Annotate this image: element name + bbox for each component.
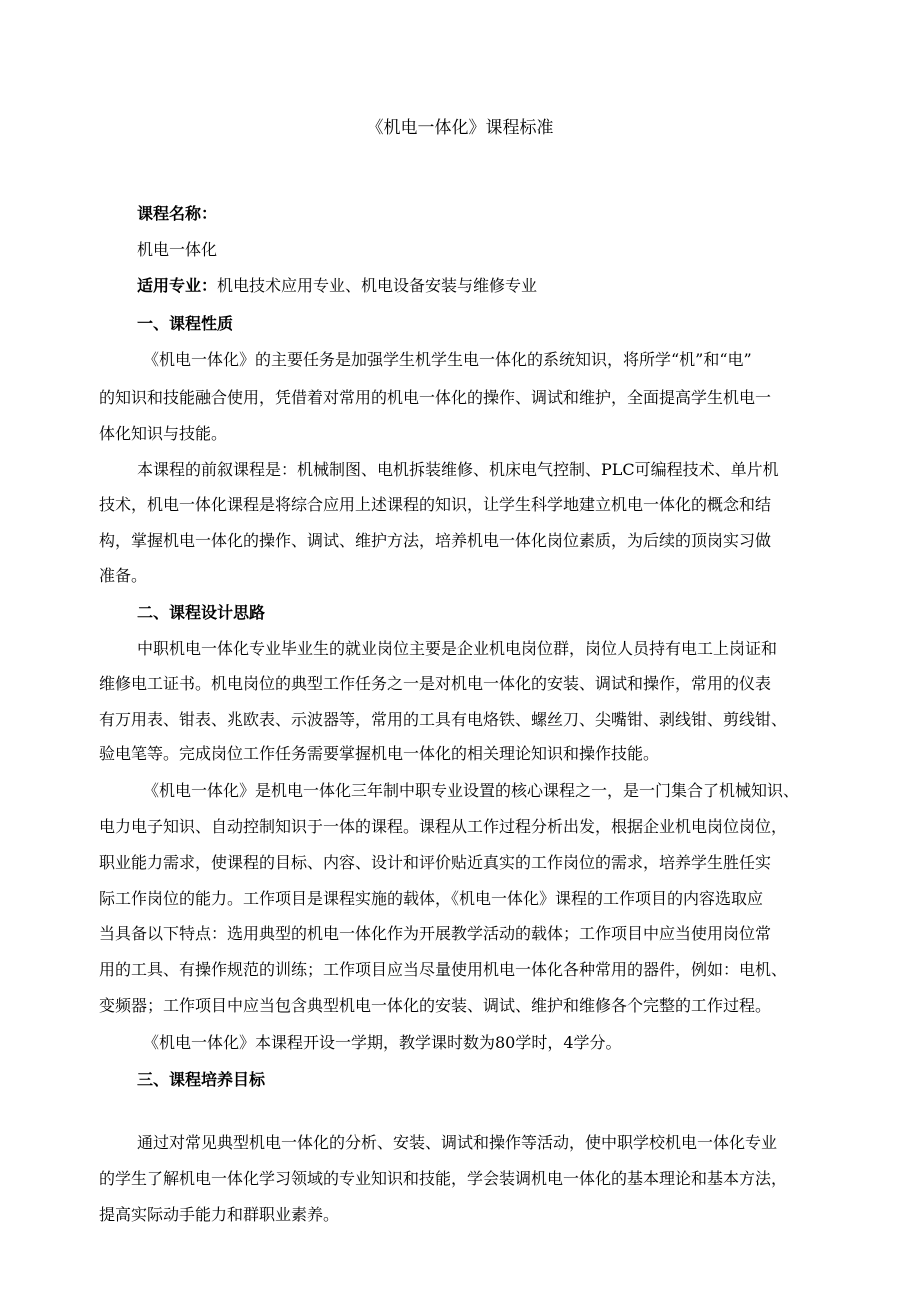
paragraph-line: 用的工具、有操作规范的训练；工作项目应当尽量使用机电一体化各种常用的器件，例如：电机、: [99, 960, 788, 979]
paragraph-line: 《机电一体化》本课程开设一学期，教学课时数为80学时，4学分。: [143, 1033, 622, 1052]
paragraph-line: 准备。: [99, 566, 148, 585]
paragraph-line: 的学生了解机电一体化学习领域的专业知识和技能，学会装调机电一体化的基本理论和基本方法，: [99, 1169, 788, 1188]
paragraph-line: 验电笔等。完成岗位工作任务需要掌握机电一体化的相关理论知识和操作技能。: [99, 744, 660, 763]
paragraph-line: 际工作岗位的能力。工作项目是课程实施的载体，《机电一体化》课程的工作项目的内容选取应: [99, 889, 764, 908]
paragraph-line: 电力电子知识、自动控制知识于一体的课程。课程从工作过程分析出发，根据企业机电岗位岗位，: [99, 817, 788, 836]
paragraph-line: 维修电工证书。机电岗位的典型工作任务之一是对机电一体化的安装、调试和操作，常用的仪表: [99, 674, 772, 693]
paragraph-line: 有万用表、钳表、兆欧表、示波器等，常用的工具有电烙铁、螺丝刀、尖嘴钳、剥线钳、剪线钳、: [99, 710, 788, 729]
course-name-label: 课程名称：: [137, 204, 218, 223]
major-value: 机电技术应用专业、机电设备安装与维修专业: [217, 276, 538, 295]
paragraph-line: 提高实际动手能力和群职业素养。: [99, 1205, 340, 1224]
section-1-heading: 一、课程性质: [137, 314, 234, 333]
paragraph-line: 体化知识与技能。: [99, 424, 228, 443]
paragraph-line: 中职机电一体化专业毕业生的就业岗位主要是企业机电岗位群，岗位人员持有电工上岗证和: [137, 639, 778, 658]
paragraph-line: 技术，机电一体化课程是将综合应用上述课程的知识，让学生科学地建立机电一体化的概念和结: [99, 495, 772, 514]
section-2-heading: 二、课程设计思路: [137, 603, 266, 622]
page-title: 《机电一体化》课程标准: [366, 118, 554, 138]
paragraph-line: 《机电一体化》的主要任务是加强学生机学生电一体化的系统知识，将所学“机”和“电”: [143, 350, 752, 369]
section-3-heading: 三、课程培养目标: [137, 1070, 266, 1089]
paragraph-line: 本课程的前叙课程是：机械制图、电机拆装维修、机床电气控制、PLC可编程技术、单片机: [137, 460, 779, 479]
paragraph-line: 通过对常见典型机电一体化的分析、安装、调试和操作等活动，使中职学校机电一体化专业: [137, 1133, 778, 1152]
paragraph-line: 的知识和技能融合使用，凭借着对常用的机电一体化的操作、调试和维护，全面提高学生机电一: [99, 388, 772, 407]
major-label: 适用专业：: [137, 276, 218, 295]
course-name-value: 机电一体化: [137, 240, 218, 259]
paragraph-line: 变频器；工作项目中应当包含典型机电一体化的安装、调试、维护和维修各个完整的工作过程。: [99, 996, 772, 1015]
paragraph-line: 当具备以下特点：选用典型的机电一体化作为开展教学活动的载体；工作项目中应当使用岗位常: [99, 924, 772, 943]
paragraph-line: 职业能力需求，使课程的目标、内容、设计和评价贴近真实的工作岗位的需求，培养学生胜任实: [99, 853, 772, 872]
paragraph-line: 《机电一体化》是机电一体化三年制中职专业设置的核心课程之一，是一门集合了机械知识、: [143, 781, 800, 800]
paragraph-line: 构，掌握机电一体化的操作、调试、维护方法，培养机电一体化岗位素质，为后续的顶岗实习做: [99, 531, 772, 550]
